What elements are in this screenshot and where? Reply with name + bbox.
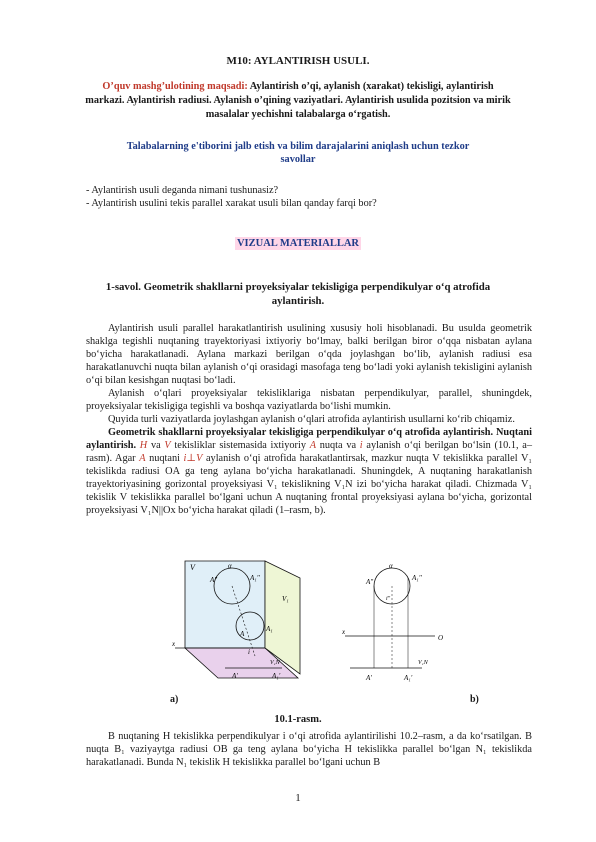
paragraph-symbol: A xyxy=(139,453,146,464)
figure-b-drawing xyxy=(341,562,443,682)
paragraph-bold: Geometrik shakllarni proyeksiyalar tekisligiga perpendikulyar o‘q atrofida aylantirish. Nuqtani aylantirish. xyxy=(86,427,532,451)
label-aprime-b: A' xyxy=(366,674,372,682)
paragraph-symbol: H xyxy=(136,440,148,451)
paragraph-text: aylanish o‘qi atrofida harakatlantirsak, mazkur nuqta V tekislikka parallel V₁ tekislikda radiusi OA ga teng aylana bo‘yicha harakatlanadi. Shuningdek, A nuqtaning harakatlanish trayektoriyasining gorizontal proyeksiyasi V₁ tekislikning V₁N izi bo‘yicha harakat qiladi. Chizmada V₁ tekislik V tekislikka parallel bo‘lgani uchun A nuqtaning frontal proyeksiyasi aylana bo‘yicha, gorizontal proyeksiyasi V₁N||Ox bo‘yicha harakat qiladi (1–rasm, b). xyxy=(86,453,532,516)
label-a2: A" xyxy=(210,576,218,584)
label-v1: V₁ xyxy=(282,595,289,603)
paragraph-text: nuqtani xyxy=(145,453,184,464)
paragraph: B nuqtaning H tekislikka perpendikulyar i o‘qi atrofida aylantirilishi 10.2–rasm, a da ko‘rsatilgan. B nuqta B₁ vaziyaytga radiusi OB ga teng aylana bo‘yicha H tekislikka parallel bo‘lgan N₁ tekislikda harakatlanadi. Bunda N₁ tekislik H tekislikka parallel bo‘lgani uchun B xyxy=(86,731,532,768)
section-heading: 1-savol. Geometrik shakllarni proyeksiyalar tekisligiga perpendikulyar o‘q atrofida aylantirish. xyxy=(105,281,491,307)
body-text-continued xyxy=(86,730,532,769)
paragraph: Aylanish o‘qlari proyeksiyalar tekisliklariga nisbatan perpendikulyar, parallel, shuningdek, proyeksiyalar tekisligiga tegishli va boshqa vaziyatlarda bo‘lishi mumkin. xyxy=(86,388,532,412)
label-a12: A₁" xyxy=(250,574,260,582)
goal-label: O’quv mashg’ulotining maqsadi: xyxy=(102,81,248,92)
label-a: A xyxy=(240,630,245,638)
label-alpha-b: α xyxy=(389,562,393,570)
paragraph-symbol: i xyxy=(359,440,363,451)
paragraph: Aylantirish usuli parallel harakatlantirish usulining xususiy holi hisoblanadi. Bu usulda geometrik shaklga tegishli nuqtaning trayektoriyasi ixtiyoriy bo‘lmay, balki berilgan biror o‘qqa nisbatan aylana bo‘yicha harakatlanadi. Aylana markazi berilgan o‘qda joylashgan bo‘lib, aylanish radiusi esa harakatlanuvchi nuqta bilan aylanish o‘qi orasidagi masofaga teng bo‘ladi yoki aylanish tekisligini aylanish o‘qi bilan kesishgan nuqtasi bo‘ladi. xyxy=(86,323,532,386)
label-a12-b: A₁" xyxy=(412,574,422,582)
paragraph-symbol: A xyxy=(309,440,317,451)
question-item: - Aylantirish usuli deganda nimani tushunasiz? xyxy=(86,185,279,196)
figure-label-b: b) xyxy=(470,694,479,705)
body-text xyxy=(86,322,532,517)
label-i: i xyxy=(248,648,250,656)
paragraph: Quyida turli vaziyatlarda joylashgan aylanish o‘qlari atrofida aylantirish usullarni ko‘rib chiqamiz. xyxy=(108,414,515,425)
label-a1prime-left: A' xyxy=(232,672,238,680)
label-i2-b: i" xyxy=(386,596,391,602)
paragraph xyxy=(86,426,532,517)
figure-10-1 xyxy=(170,556,480,696)
label-x: x xyxy=(172,640,176,648)
label-x-b: x xyxy=(342,628,346,636)
visual-materials-heading xyxy=(0,238,596,249)
page-number: 1 xyxy=(295,792,301,804)
figure-caption: 10.1-rasm. xyxy=(274,714,322,725)
label-alpha-a: α xyxy=(228,562,232,570)
label-a1prime-right: A₁' xyxy=(272,672,281,680)
figure-a-drawing xyxy=(171,561,300,680)
label-a2-b: A" xyxy=(366,578,374,586)
label-v1n-b: V₁N xyxy=(418,660,428,666)
label-a1prime-b: A₁' xyxy=(404,674,413,682)
paragraph-text: nuqta va xyxy=(316,440,360,451)
label-v: V xyxy=(190,563,195,572)
label-o-b: O xyxy=(438,634,444,642)
paragraph-text: aylanish o‘qi berilgan bo‘lsin (10.1, a–rasm). Agar xyxy=(86,440,532,464)
label-v1n: V₁N xyxy=(270,660,280,666)
questions-heading: Talabalarning e'tiborini jalb etish va bilim darajalarini aniqlash uchun tezkor savollar xyxy=(126,141,470,165)
visual-materials-label: VIZUAL MATERIALLAR xyxy=(236,238,360,249)
goal-text: Aylantirish o’qi, aylanish (xarakat) tekisligi, aylantirish markazi. Aylantirish radiusi. Aylanish o’qining vaziyatlari. Aylantirish usulida pozitsion va mirik masalalar yechishni talabalarga o‘rgatish. xyxy=(85,81,511,120)
paragraph-symbol: i⊥V xyxy=(183,453,203,464)
questions-list xyxy=(86,184,526,210)
lesson-goal xyxy=(84,80,512,122)
paragraph-text: va xyxy=(147,440,165,451)
page-title: M10: AYLANTIRISH USULI. xyxy=(226,55,370,67)
question-item: - Aylantirish usulini tekis parallel xarakat usuli bilan qanday farqi bor? xyxy=(86,198,377,209)
paragraph-text: tekisliklar sistemasida ixtiyoriy xyxy=(170,440,310,451)
figure-label-a: a) xyxy=(170,694,179,705)
label-a1: A₁ xyxy=(266,625,273,633)
paragraph-symbol: V xyxy=(164,440,171,451)
